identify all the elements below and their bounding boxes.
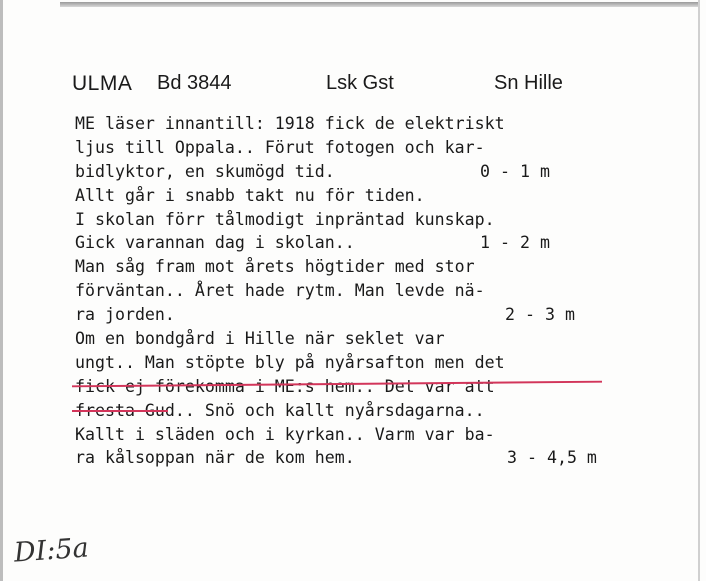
handwritten-note: DI:5a: [13, 532, 90, 569]
time-marker: 1 - 2 m: [480, 233, 550, 253]
transcript-line: I skolan förr tålmodigt inpräntad kunskap.: [75, 209, 495, 229]
time-marker: 0 - 1 m: [480, 161, 550, 181]
transcript-line: ungt.. Man stöpte bly på nyårsafton men det: [75, 352, 505, 372]
region-code: Lsk Gst: [326, 72, 394, 94]
volume-number: Bd 3844: [157, 72, 232, 94]
transcript-line: Gick varannan dag i skolan.. 1 - 2 m: [75, 231, 675, 255]
card-top-edge: [60, 2, 700, 7]
time-marker: 2 - 3 m: [505, 305, 575, 325]
parish-name: Sn Hille: [494, 72, 563, 94]
transcript-line: ra kålsoppan när de kom hem. 3 - 4,5 m: [75, 446, 675, 470]
transcript-line: fresta Gud.. Snö och kallt nyårsdagarna..: [75, 400, 485, 420]
archive-code: ULMA: [72, 72, 133, 95]
card-left-edge: [0, 0, 3, 581]
transcript-line: Kallt i släden och i kyrkan.. Varm var ba-: [75, 424, 495, 444]
transcript-line: Allt går i snabb takt nu för tiden.: [75, 185, 425, 205]
transcript-body: [75, 112, 675, 470]
transcript-line: Om en bondgård i Hille när seklet var: [75, 329, 445, 349]
transcript-line: bidlyktor, en skumögd tid. 0 - 1 m: [75, 160, 675, 184]
time-marker: 3 - 4,5 m: [507, 448, 597, 468]
card-right-edge: [698, 0, 700, 581]
transcript-line: ME läser innantill: 1918 fick de elektriskt: [75, 114, 505, 133]
transcript-line: ljus till Oppala.. Förut fotogen och kar-: [75, 137, 485, 157]
transcript-line: förväntan.. Året hade rytm. Man levde nä-: [75, 281, 485, 301]
transcript-line: fick ej förekomma i ME:s hem.. Det var att: [75, 376, 495, 396]
red-underline-2: [72, 410, 168, 412]
transcript-line: Man såg fram mot årets högtider med stor: [75, 257, 475, 277]
transcript-line: ra jorden. 2 - 3 m: [75, 303, 675, 327]
